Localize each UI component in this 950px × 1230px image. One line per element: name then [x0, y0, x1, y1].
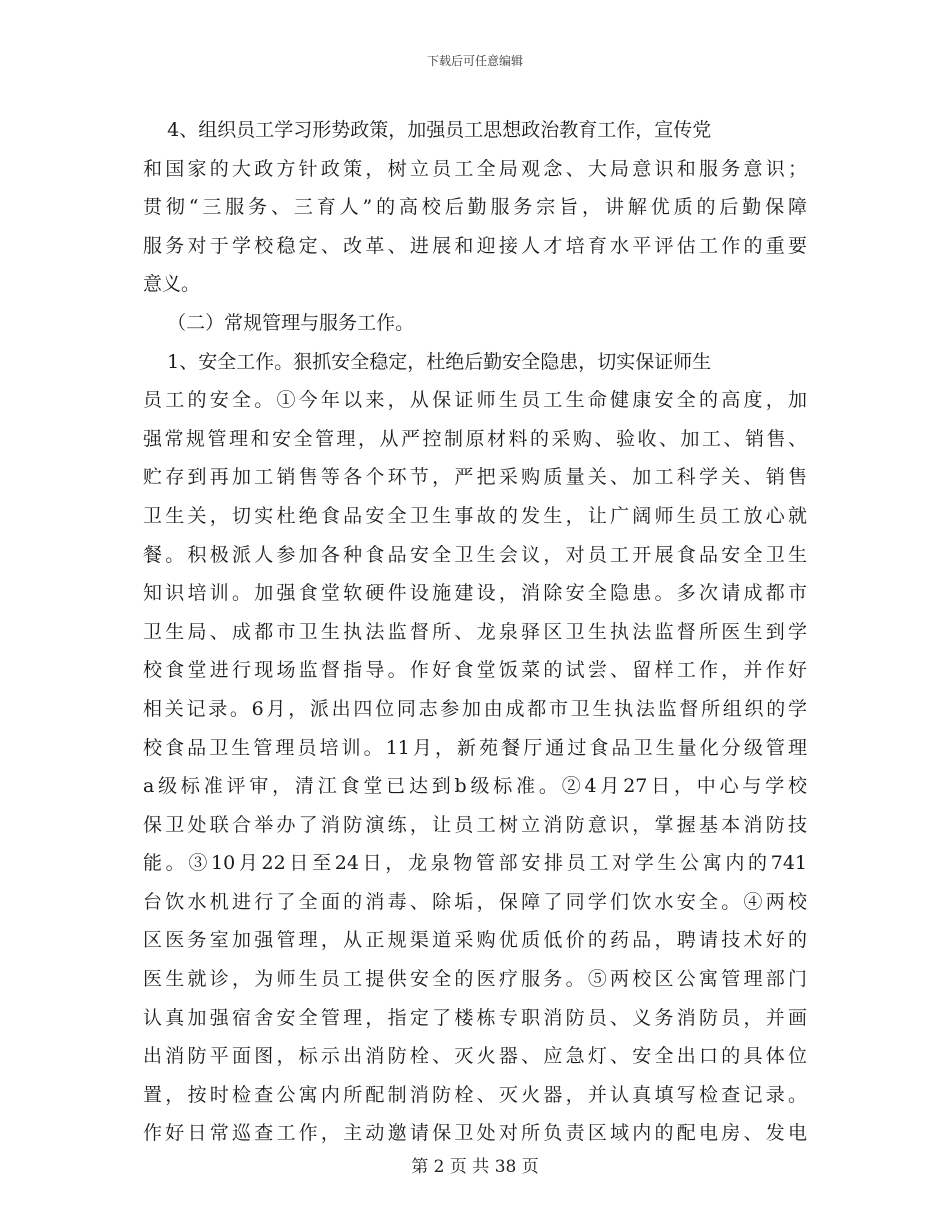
- page-number: 第 2 页 共 38 页: [411, 1157, 539, 1177]
- section-heading: （二）常规管理与服务工作。: [143, 311, 415, 334]
- text-line: 贮存到再加工销售等各个环节，严把采购质量关、加工科学关、销售: [143, 466, 807, 489]
- text-line: 台饮水机进行了全面的消毒、除垢，保障了同学们饮水安全。④两校: [143, 890, 807, 913]
- text-line: 保卫处联合举办了消防演练，让员工树立消防意识，掌握基本消防技: [143, 813, 807, 836]
- text-line: 卫生关，切实杜绝食品安全卫生事故的发生，让广阔师生员工放心就: [143, 504, 807, 527]
- text-line: 作好日常巡查工作，主动邀请保卫处对所负责区域内的配电房、发电: [143, 1122, 807, 1145]
- text-line: 校食堂进行现场监督指导。作好食堂饭菜的试尝、留样工作，并作好: [143, 659, 807, 682]
- text-line: 能。③10月22日至24日，龙泉物管部安排员工对学生公寓内的741: [143, 852, 807, 875]
- text-line: 1、安全工作。狠抓安全稳定，杜绝后勤安全隐患，切实保证师生: [143, 350, 712, 373]
- text-line: 员工的安全。①今年以来，从保证师生员工生命健康安全的高度，加: [143, 389, 807, 412]
- text-line: 强常规管理和安全管理，从严控制原材料的采购、验收、加工、销售、: [143, 427, 807, 450]
- text-line: 餐。积极派人参加各种食品安全卫生会议，对员工开展食品安全卫生: [143, 543, 807, 566]
- text-line: 置，按时检查公寓内所配制消防栓、灭火器，并认真填写检查记录。: [143, 1083, 807, 1106]
- text-line: a级标准评审，清江食堂已达到b级标准。②4月27日，中心与学校: [143, 775, 807, 798]
- document-body: [143, 111, 807, 1153]
- text-line: 知识培训。加强食堂软硬件设施建设，消除安全隐患。多次请成都市: [143, 582, 807, 605]
- text-line: 校食品卫生管理员培训。11月，新苑餐厅通过食品卫生量化分级管理: [143, 736, 807, 759]
- page-header: 下载后可任意编辑: [426, 54, 523, 68]
- text-line: 区医务室加强管理，从正规渠道采购优质低价的药品，聘请技术好的: [143, 929, 807, 952]
- text-line: 卫生局、成都市卫生执法监督所、龙泉驿区卫生执法监督所医生到学: [143, 620, 807, 643]
- text-line: 和国家的大政方针政策，树立员工全局观念、大局意识和服务意识；: [143, 157, 807, 180]
- text-line: 出消防平面图，标示出消防栓、灭火器、应急灯、安全出口的具体位: [143, 1045, 807, 1068]
- text-line: 贯彻“三服务、三育人”的高校后勤服务宗旨，讲解优质的后勤保障: [143, 196, 807, 219]
- text-line: 服务对于学校稳定、改革、进展和迎接人才培育水平评估工作的重要: [143, 234, 807, 257]
- text-line: 医生就诊，为师生员工提供安全的医疗服务。⑤两校区公寓管理部门: [143, 968, 807, 991]
- text-line: 意义。: [143, 273, 201, 296]
- text-line: 4、组织员工学习形势政策，加强员工思想政治教育工作，宣传党: [143, 119, 712, 141]
- text-line: 认真加强宿舍安全管理，指定了楼栋专职消防员、义务消防员，并画: [143, 1006, 807, 1029]
- text-line: 相关记录。6月，派出四位同志参加由成都市卫生执法监督所组织的学: [143, 697, 807, 720]
